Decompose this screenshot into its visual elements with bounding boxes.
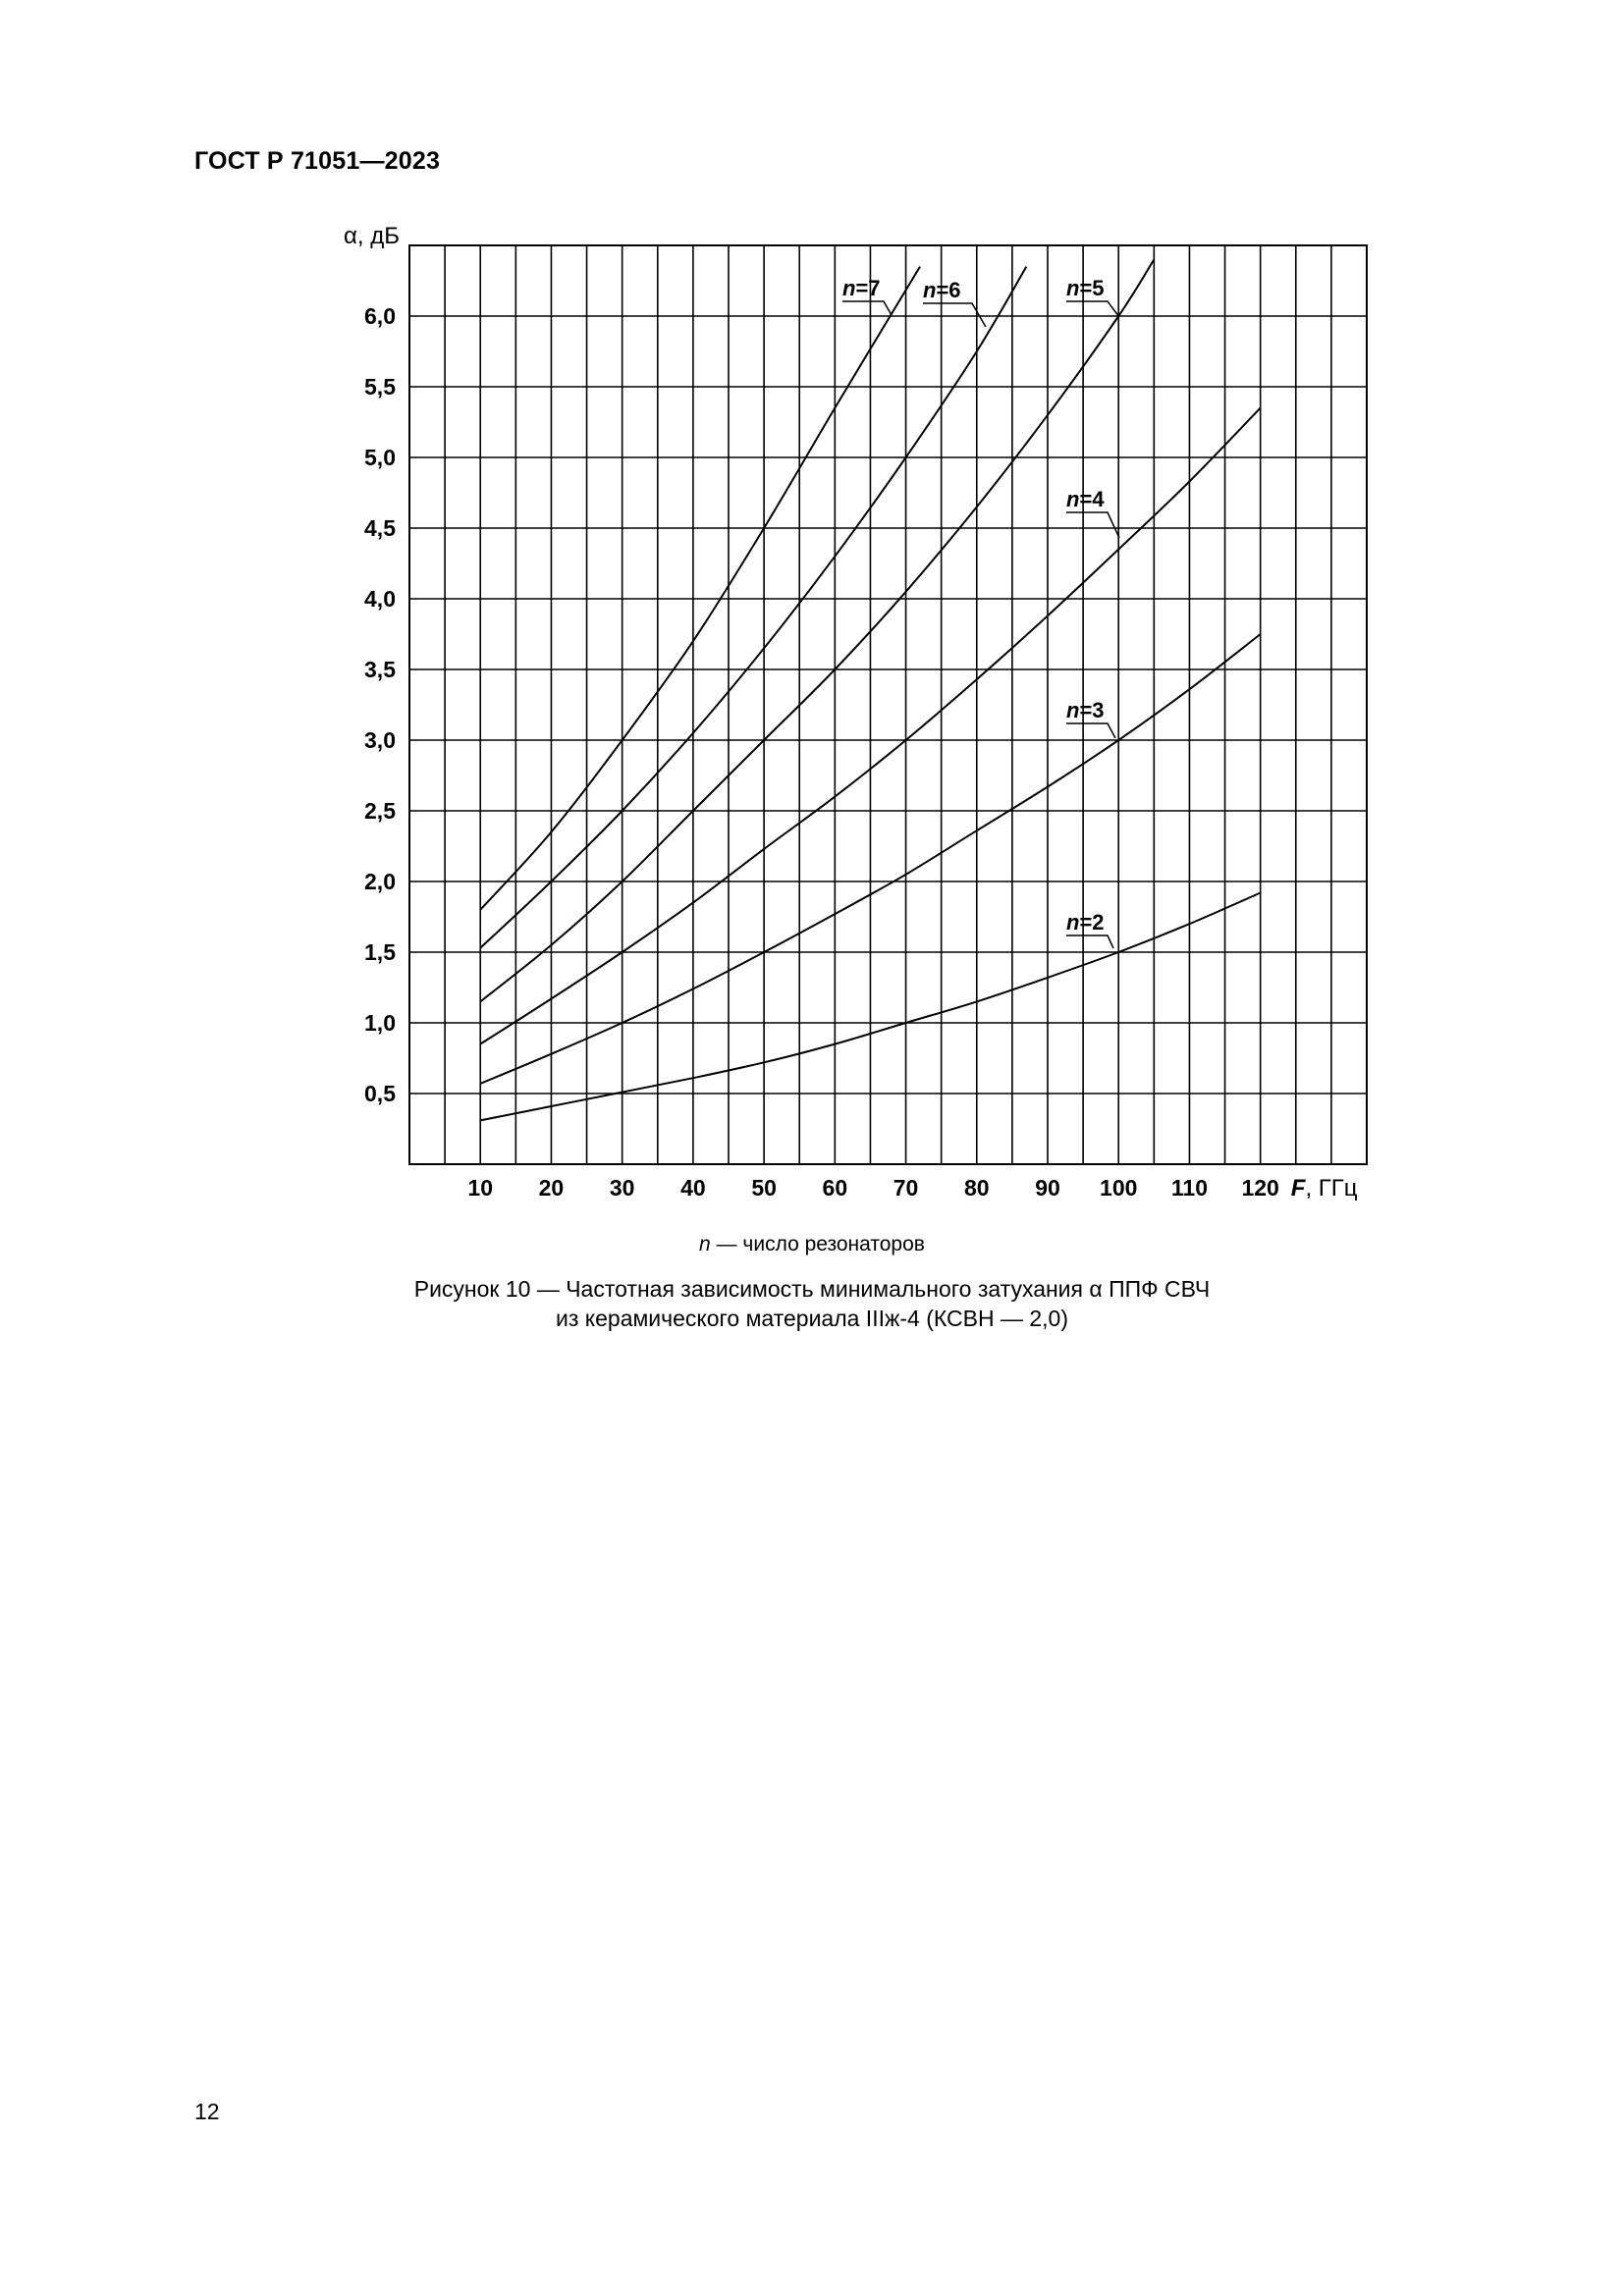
plot-frame bbox=[409, 245, 1367, 1164]
y-axis-title: α, дБ bbox=[344, 223, 400, 249]
series-label-symbol: n bbox=[923, 278, 937, 302]
x-tick-label: 120 bbox=[1241, 1175, 1279, 1201]
x-tick-label: 30 bbox=[609, 1175, 635, 1201]
caption-line-1: Рисунок 10 — Частотная зависимость минимального затухания α ППФ СВЧ bbox=[413, 1276, 1211, 1302]
x-tick-label: 110 bbox=[1170, 1175, 1208, 1201]
x-tick-label: 60 bbox=[822, 1175, 848, 1201]
legend-symbol: n bbox=[699, 1233, 711, 1255]
page-number: 12 bbox=[194, 2099, 220, 2124]
document-header: ГОСТ Р 71051—2023 bbox=[194, 147, 441, 175]
series-line-n7 bbox=[480, 267, 920, 910]
series-label-leader bbox=[1066, 512, 1119, 538]
x-tick-label: 80 bbox=[963, 1175, 990, 1201]
figure-caption bbox=[0, 1274, 1624, 1333]
series-label-n7 bbox=[842, 276, 881, 300]
x-tick-label: 40 bbox=[680, 1175, 706, 1201]
series-label-value: =6 bbox=[936, 278, 961, 302]
x-tick-label: 70 bbox=[893, 1175, 919, 1201]
series-label-value: =7 bbox=[855, 276, 881, 300]
series-label-symbol: n bbox=[1066, 910, 1080, 934]
x-axis-symbol: F bbox=[1290, 1175, 1306, 1201]
series-label-n5 bbox=[1066, 276, 1105, 300]
y-tick-label: 4,0 bbox=[364, 586, 396, 612]
x-tick-label: 90 bbox=[1035, 1175, 1060, 1201]
x-tick-labels bbox=[467, 1175, 1278, 1201]
series-label-value: =4 bbox=[1079, 487, 1105, 511]
series-label-n4 bbox=[1066, 487, 1105, 511]
y-tick-label: 4,5 bbox=[364, 515, 396, 541]
series-label-value: =2 bbox=[1079, 910, 1105, 934]
y-tick-label: 3,5 bbox=[364, 657, 396, 682]
y-tick-label: 5,5 bbox=[364, 374, 396, 400]
x-axis-unit: , ГГц bbox=[1305, 1175, 1358, 1201]
series-label-leader bbox=[1066, 935, 1113, 948]
y-tick-label: 2,0 bbox=[364, 869, 396, 894]
legend-note bbox=[0, 1233, 1624, 1256]
y-tick-label: 2,5 bbox=[364, 798, 396, 824]
x-tick-label: 100 bbox=[1100, 1175, 1138, 1201]
series-label-n3 bbox=[1066, 698, 1105, 722]
y-tick-labels bbox=[364, 303, 396, 1106]
series-label-value: =5 bbox=[1079, 276, 1105, 300]
y-tick-label: 1,5 bbox=[364, 939, 396, 965]
y-tick-label: 5,0 bbox=[364, 445, 396, 470]
series-label-value: =3 bbox=[1079, 698, 1105, 722]
caption-line-2: из керамического материала IIIж-4 (КСВН — 2,0) bbox=[556, 1306, 1068, 1331]
y-tick-label: 1,0 bbox=[364, 1010, 396, 1036]
series-label-symbol: n bbox=[842, 276, 856, 300]
y-tick-label: 6,0 bbox=[364, 303, 396, 329]
series-label-symbol: n bbox=[1066, 698, 1080, 722]
series-line-n6 bbox=[480, 267, 1026, 948]
y-tick-label: 3,0 bbox=[364, 727, 396, 753]
series-label-leaders bbox=[842, 276, 1119, 948]
x-axis-title bbox=[1291, 1175, 1358, 1201]
series-label-n2 bbox=[1066, 910, 1105, 934]
series-label-symbol: n bbox=[1066, 276, 1080, 300]
series-label-n6 bbox=[923, 278, 961, 302]
series-label-leader bbox=[842, 301, 892, 315]
x-tick-label: 10 bbox=[467, 1175, 494, 1201]
series-line-n5 bbox=[480, 259, 1154, 1001]
y-tick-label: 0,5 bbox=[364, 1081, 396, 1106]
x-tick-label: 50 bbox=[751, 1175, 777, 1201]
series-label-leader bbox=[1066, 723, 1115, 738]
legend-text: — число резонаторов bbox=[716, 1233, 925, 1255]
x-tick-label: 20 bbox=[538, 1175, 565, 1201]
grid bbox=[409, 245, 1367, 1164]
series-label-symbol: n bbox=[1066, 487, 1080, 511]
series-label-leader bbox=[1066, 301, 1119, 317]
